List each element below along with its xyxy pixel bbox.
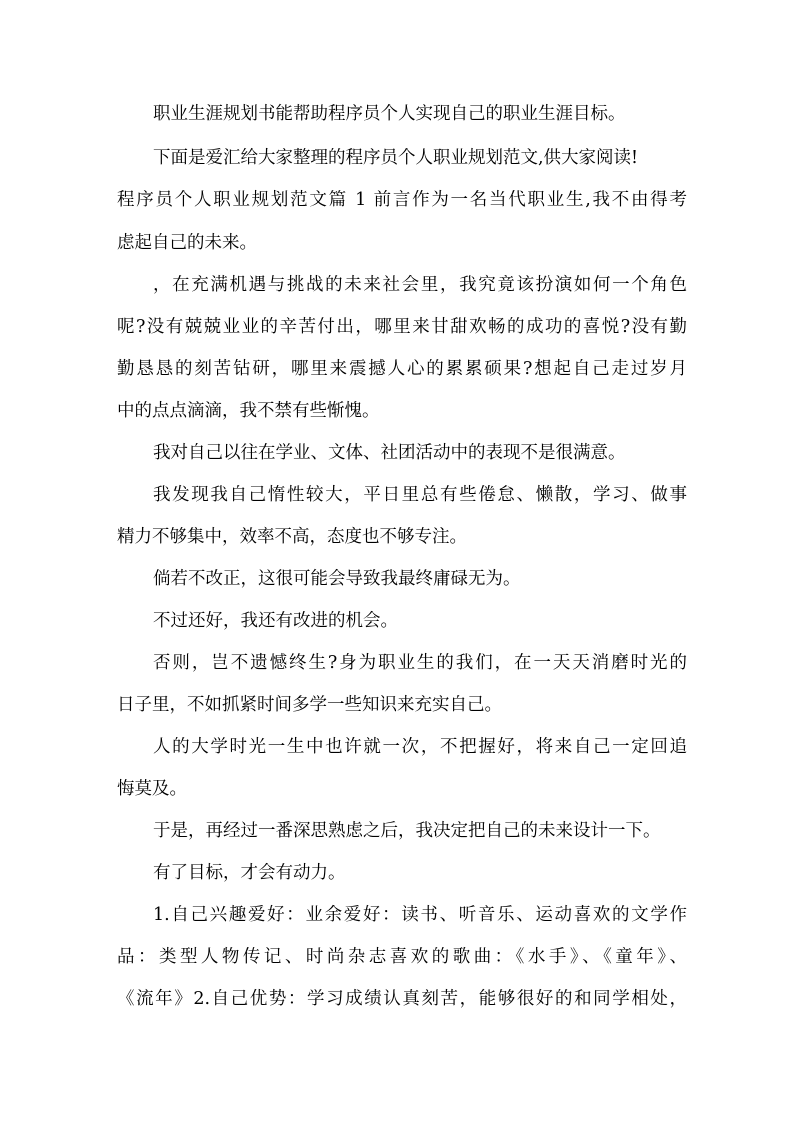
paragraph-line: 我对自己以往在学业、文体、社团活动中的表现不是很满意。 — [153, 443, 626, 463]
paragraph-line: 精力不够集中，效率不高，态度也不够专注。 — [117, 527, 467, 547]
paragraph-line: 否则，岂不遗憾终生?身为职业生的我们，在一天天消磨时光的 — [153, 653, 687, 673]
paragraph-line: 不过还好，我还有改进的机会。 — [153, 611, 398, 631]
paragraph-line: 职业生涯规划书能帮助程序员个人实现自己的职业生涯目标。 — [153, 104, 626, 124]
paragraph-line: 倘若不改正，这很可能会导致我最终庸碌无为。 — [153, 569, 521, 589]
paragraph-line: 下面是爱汇给大家整理的程序员个人职业规划范文,供大家阅读! — [153, 148, 639, 168]
paragraph-line: 有了目标，才会有动力。 — [153, 863, 346, 883]
paragraph-line: 悔莫及。 — [117, 779, 187, 799]
paragraph-line: 品：类型人物传记、时尚杂志喜欢的歌曲：《水手》、《童年》、 — [117, 947, 687, 967]
paragraph-line: 1.自己兴趣爱好：业余爱好：读书、听音乐、运动喜欢的文学作 — [153, 905, 687, 925]
paragraph-line: 勤恳恳的刻苦钻研，哪里来震撼人心的累累硕果?想起自己走过岁月 — [117, 359, 687, 379]
paragraph-line: 于是，再经过一番深思熟虑之后，我决定把自己的未来设计一下。 — [153, 821, 661, 841]
paragraph-line: 呢?没有兢兢业业的辛苦付出，哪里来甘甜欢畅的成功的喜悦?没有勤 — [117, 317, 687, 337]
paragraph-line: 《流年》2.自己优势：学习成绩认真刻苦，能够很好的和同学相处， — [117, 989, 687, 1009]
paragraph-line: 我发现我自己惰性较大，平日里总有些倦怠、懒散，学习、做事 — [153, 485, 687, 505]
paragraph-line: 虑起自己的未来。 — [117, 233, 257, 253]
paragraph-line: ，在充满机遇与挑战的未来社会里，我究竟该扮演如何一个角色 — [153, 275, 687, 295]
paragraph-line: 人的大学时光一生中也许就一次，不把握好，将来自己一定回追 — [153, 737, 687, 757]
paragraph-line: 日子里，不如抓紧时间多学一些知识来充实自己。 — [117, 695, 502, 715]
paragraph-line: 中的点点滴滴，我不禁有些惭愧。 — [117, 401, 380, 421]
paragraph-line: 程序员个人职业规划范文篇 1 前言作为一名当代职业生,我不由得考 — [117, 190, 687, 210]
